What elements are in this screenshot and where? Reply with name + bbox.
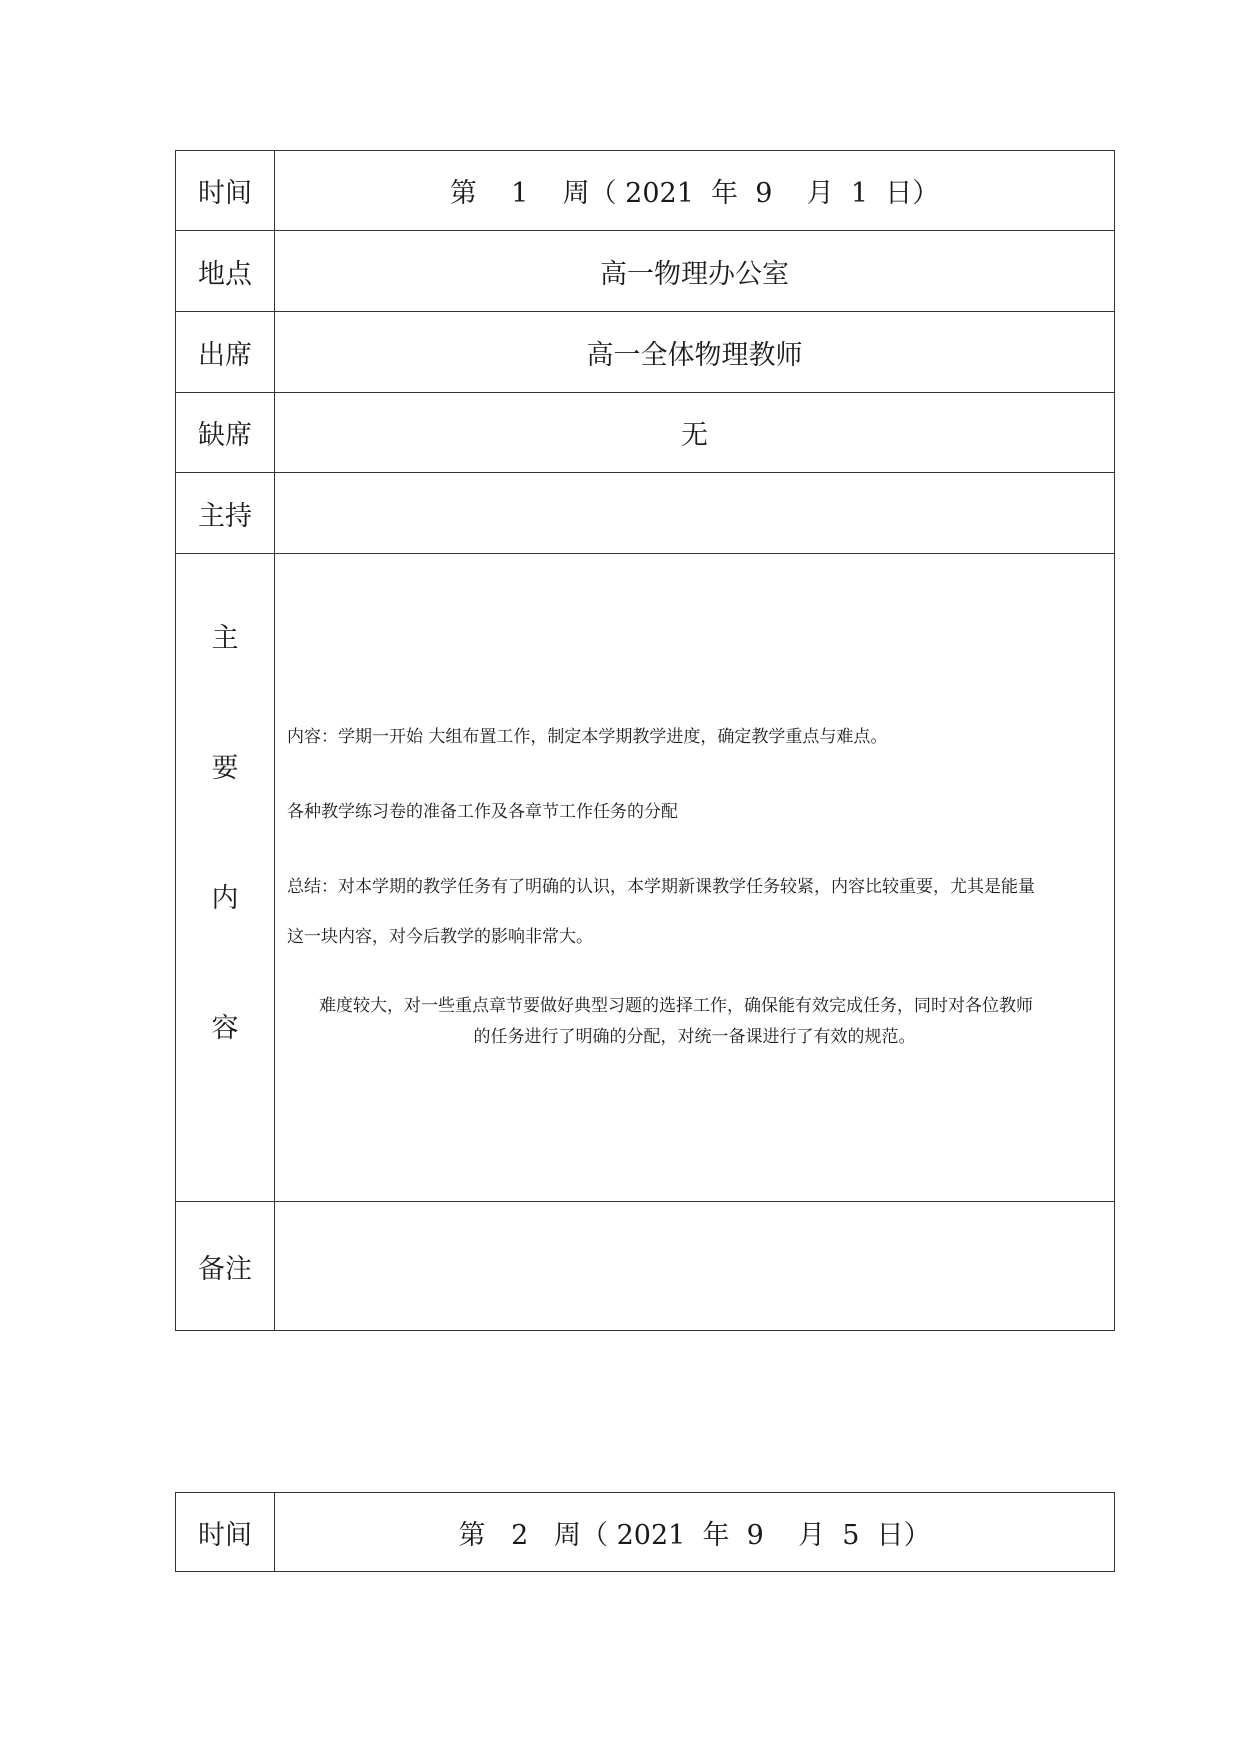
remark-value xyxy=(275,1202,1115,1331)
main-content-label xyxy=(176,554,275,1202)
meeting-record-table-1 xyxy=(175,150,1115,1331)
attend-label: 出席 xyxy=(176,312,275,393)
week-date: 第 1 周（ 2021 年 9 月 1 日） xyxy=(449,178,940,209)
summary-line: 的任务进行了明确的分配，对统一备课进行了有效的规范。 xyxy=(473,1027,916,1047)
absent-label: 缺席 xyxy=(176,393,275,473)
main-label-char: 容 xyxy=(211,1013,239,1044)
summary-line: 总结：对本学期的教学任务有了明确的认识，本学期新课教学任务较紧，内容比较重要，尤其是能量 xyxy=(287,877,1035,897)
absent-value: 无 xyxy=(275,393,1115,473)
remark-label: 备注 xyxy=(176,1202,275,1331)
host-value xyxy=(275,473,1115,554)
place-value: 高一物理办公室 xyxy=(275,231,1115,312)
meeting-record-table-2 xyxy=(175,1492,1115,1572)
content-line: 各种教学练习卷的准备工作及各章节工作任务的分配 xyxy=(287,802,678,822)
main-label-char: 内 xyxy=(211,883,239,914)
time-label: 时间 xyxy=(176,151,275,231)
week-date: 第 2 周（ 2021 年 9 月 5 日） xyxy=(458,1519,931,1551)
main-label-char: 主 xyxy=(211,623,239,654)
host-label: 主持 xyxy=(176,473,275,554)
attend-value: 高一全体物理教师 xyxy=(275,312,1115,393)
time-label: 时间 xyxy=(176,1493,275,1572)
content-line: 内容：学期一开始 大组布置工作，制定本学期教学进度，确定教学重点与难点。 xyxy=(287,727,888,747)
place-label: 地点 xyxy=(176,231,275,312)
main-label-char: 要 xyxy=(211,753,239,784)
main-content-cell xyxy=(275,554,1115,1202)
summary-line: 这一块内容，对今后教学的影响非常大。 xyxy=(287,927,593,947)
summary-line: 难度较大，对一些重点章节要做好典型习题的选择工作，确保能有效完成任务，同时对各位教师 xyxy=(319,996,1033,1016)
